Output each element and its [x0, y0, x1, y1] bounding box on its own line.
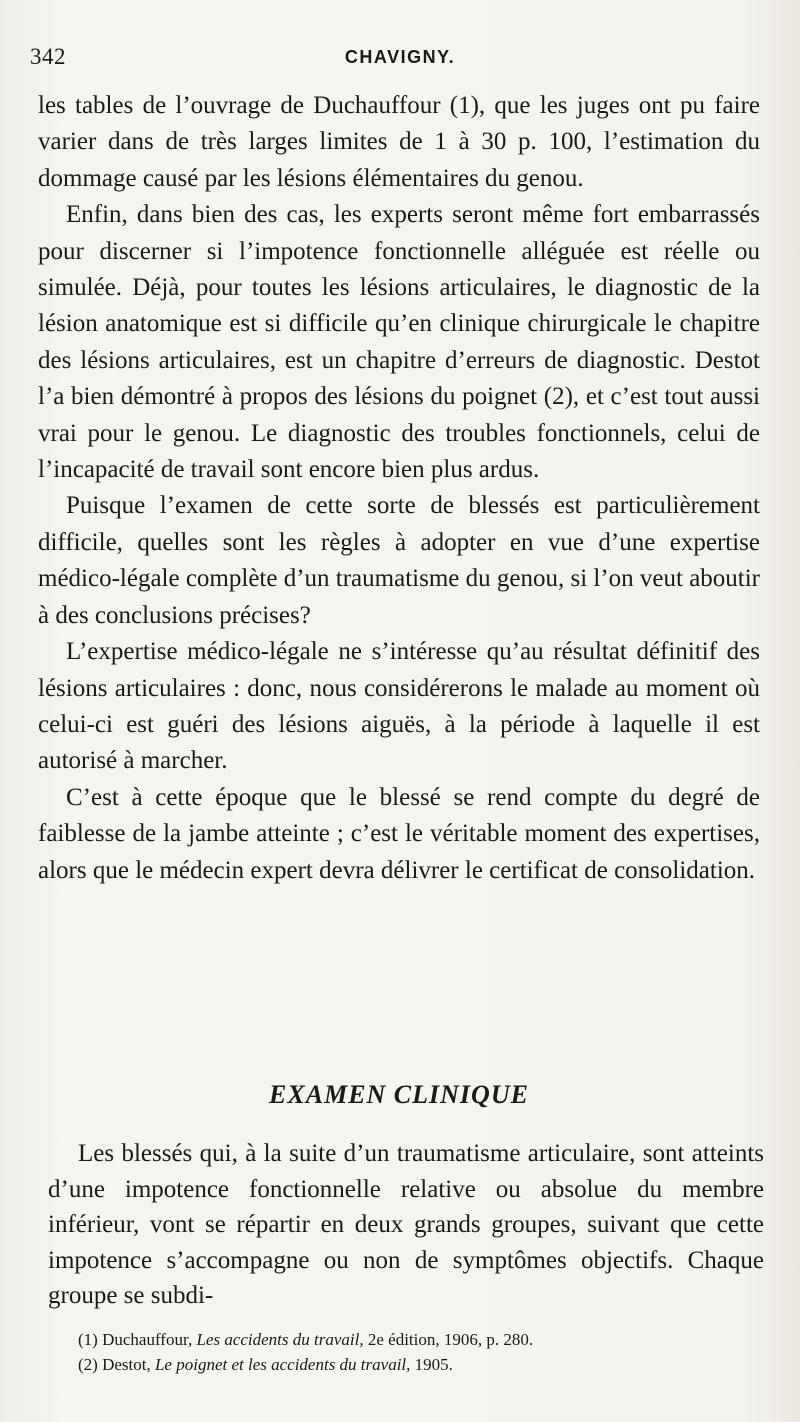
- running-head: CHAVIGNY.: [344, 47, 456, 67]
- page-number: 342: [30, 44, 66, 69]
- footnote-author: Destot,: [102, 1355, 151, 1374]
- footnote-rest: 1905.: [414, 1355, 453, 1374]
- footnote-rest: 2e édition, 1906, p. 280.: [367, 1330, 534, 1349]
- main-text: [38, 88, 760, 889]
- section-text: [48, 1136, 764, 1314]
- footnote-marker: (2): [78, 1355, 98, 1374]
- footnote-marker: (1): [78, 1330, 98, 1349]
- footnote-title: Le poignet et les accidents du travail,: [154, 1355, 411, 1374]
- paragraph-3: Puisque l’examen de cette sorte de blessés est particulièrement difficile, quelles sont les règles à adopter en vue d’une expertise médico-légale complète d’un traumatisme du genou, si l’on veut aboutir à des conclusions précises?: [38, 492, 761, 629]
- page-header: [30, 44, 770, 76]
- footnote-1: [78, 1327, 758, 1352]
- paragraph-1: les tables de l’ouvrage de Duchauffour (1), que les juges ont pu faire varier dans de très larges limites de 1 à 30 p. 100, l’estimation du dommage causé par les lésions élémentaires du genou.: [38, 92, 760, 192]
- paragraph-5: C’est à cette époque que le blessé se rend compte du degré de faiblesse de la jambe atteinte ; c’est le véritable moment des expertises, alors que le médecin expert devra délivrer le certificat de consolidation.: [38, 783, 760, 884]
- footnote-2: [78, 1352, 758, 1377]
- paragraph-2: Enfin, dans bien des cas, les experts seront même fort embarrassés pour discerner si l’impotence fonctionnelle alléguée est réelle ou simulée. Déjà, pour toutes les lésions articulaires, le diagnostic de la lésion anatomique est si difficile qu’en clinique chirurgicale le chapitre des lésions articulaires, est un chapitre d’erreurs de diagnostic. Destot l’a bien démontré à propos des lésions du poignet (2), et c’est tout aussi vrai pour le genou. Le diagnostic des troubles fonctionnels, celui de l’incapacité de travail sont encore bien plus ardus.: [38, 201, 760, 484]
- footnote-author: Duchauffour,: [102, 1330, 193, 1349]
- footnote-title: Les accidents du travail,: [196, 1330, 364, 1349]
- paragraph-4: L’expertise médico-légale ne s’intéresse qu’au résultat définitif des lésions articulaires : donc, nous considérerons le malade au moment où celui-ci est guéri des lésions aiguës, à la période à laquelle il est autorisé à marcher.: [38, 638, 760, 775]
- footnotes: [78, 1327, 758, 1377]
- section-paragraph: Les blessés qui, à la suite d’un traumatisme articulaire, sont atteints d’une impotence fonctionnelle relative ou absolue du membre inférieur, vont se répartir en deux grands groupes, suivant que cette impotence s’accompagne ou non de symptômes objectifs. Chaque groupe se subdi-: [48, 1140, 764, 1309]
- section-heading: EXAMEN CLINIQUE: [269, 1080, 529, 1109]
